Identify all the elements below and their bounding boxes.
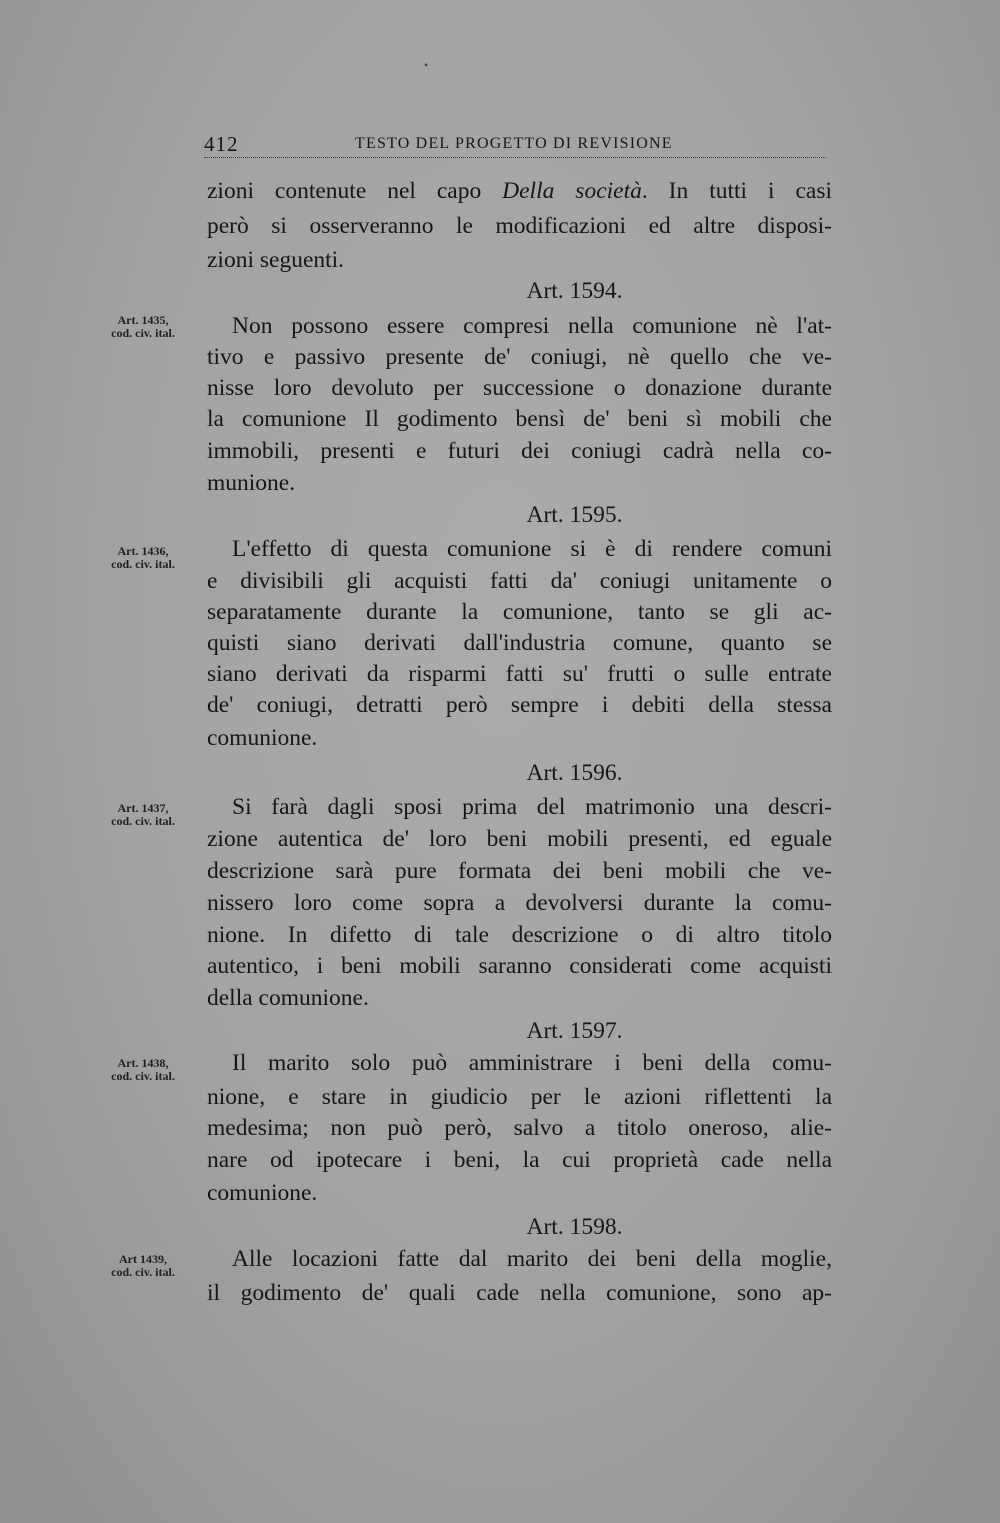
text-line: immobili, presenti e futuri dei coniugi cadrà nella co-	[207, 438, 832, 464]
text-line: Il marito solo può amministrare i beni della comu-	[232, 1050, 832, 1076]
text-line: la comunione Il godimento bensì de' beni sì mobili che	[207, 406, 832, 432]
text-line: autentico, i beni mobili saranno considerati come acquisti	[207, 953, 832, 979]
article-heading: Art. 1596.	[526, 760, 623, 786]
text-line: siano derivati da risparmi fatti su' frutti o sulle entrate	[207, 661, 832, 687]
text-line: nissero loro come sopra a devolversi durante la comu-	[207, 890, 832, 916]
running-title: TESTO DEL PROGETTO DI REVISIONE	[355, 135, 673, 152]
text-line: nione, e stare in giudicio per le azioni riflettenti la	[207, 1084, 832, 1110]
text-line: quisti siano derivati dall'industria comune, quanto se	[207, 630, 832, 656]
text-line: zioni seguenti.	[207, 247, 345, 273]
ink-speck: •	[424, 58, 429, 72]
text-line: e divisibili gli acquisti fatti da' coniugi unitamente o	[207, 568, 832, 594]
margin-reference: Art. 1436, cod. civ. ital.	[111, 544, 175, 571]
text-line: Non possono essere compresi nella comunione nè l'at-	[232, 313, 832, 339]
text-line: Si farà dagli sposi prima del matrimonio una descri-	[232, 794, 832, 820]
page-number: 412	[204, 132, 239, 156]
text-line: zione autentica de' loro beni mobili presenti, ed eguale	[207, 826, 832, 852]
margin-reference: Art. 1437, cod. civ. ital.	[111, 801, 175, 828]
text-line: nisse loro devoluto per successione o donazione durante	[207, 375, 832, 401]
text-line: munione.	[207, 470, 296, 496]
header-rule	[204, 157, 826, 158]
article-heading: Art. 1598.	[526, 1214, 623, 1240]
text-line: comunione.	[207, 1180, 318, 1206]
text-line: tivo e passivo presente de' coniugi, nè quello che ve-	[207, 344, 832, 370]
running-head	[204, 132, 828, 158]
text-line: separatamente durante la comunione, tanto se gli ac-	[207, 599, 832, 625]
text-line: della comunione.	[207, 985, 369, 1011]
text-line: medesima; non può però, salvo a titolo oneroso, alie-	[207, 1115, 832, 1141]
text-line: zioni contenute nel capo Della società. In tutti i casi	[207, 178, 832, 204]
text-line: però si osserveranno le modificazioni ed altre disposi-	[207, 213, 832, 239]
text-line: descrizione sarà pure formata dei beni mobili che ve-	[207, 858, 832, 884]
text-line: nare od ipotecare i beni, la cui proprietà cade nella	[207, 1147, 832, 1173]
margin-reference: Art 1439, cod. civ. ital.	[111, 1252, 175, 1279]
article-heading: Art. 1594.	[526, 278, 623, 304]
text-line: il godimento de' quali cade nella comunione, sono ap-	[207, 1280, 832, 1306]
text-line: de' coniugi, detratti però sempre i debiti della stessa	[207, 692, 832, 718]
margin-reference: Art. 1435, cod. civ. ital.	[111, 313, 175, 340]
text-line: nione. In difetto di tale descrizione o di altro titolo	[207, 922, 832, 948]
text-line: L'effetto di questa comunione si è di rendere comuni	[232, 536, 832, 562]
italic-title: Della società	[502, 178, 642, 204]
article-heading: Art. 1597.	[526, 1018, 623, 1044]
text-line: comunione.	[207, 725, 318, 751]
text-line: Alle locazioni fatte dal marito dei beni della moglie,	[232, 1246, 832, 1272]
article-heading: Art. 1595.	[526, 502, 623, 528]
margin-reference: Art. 1438, cod. civ. ital.	[111, 1056, 175, 1083]
